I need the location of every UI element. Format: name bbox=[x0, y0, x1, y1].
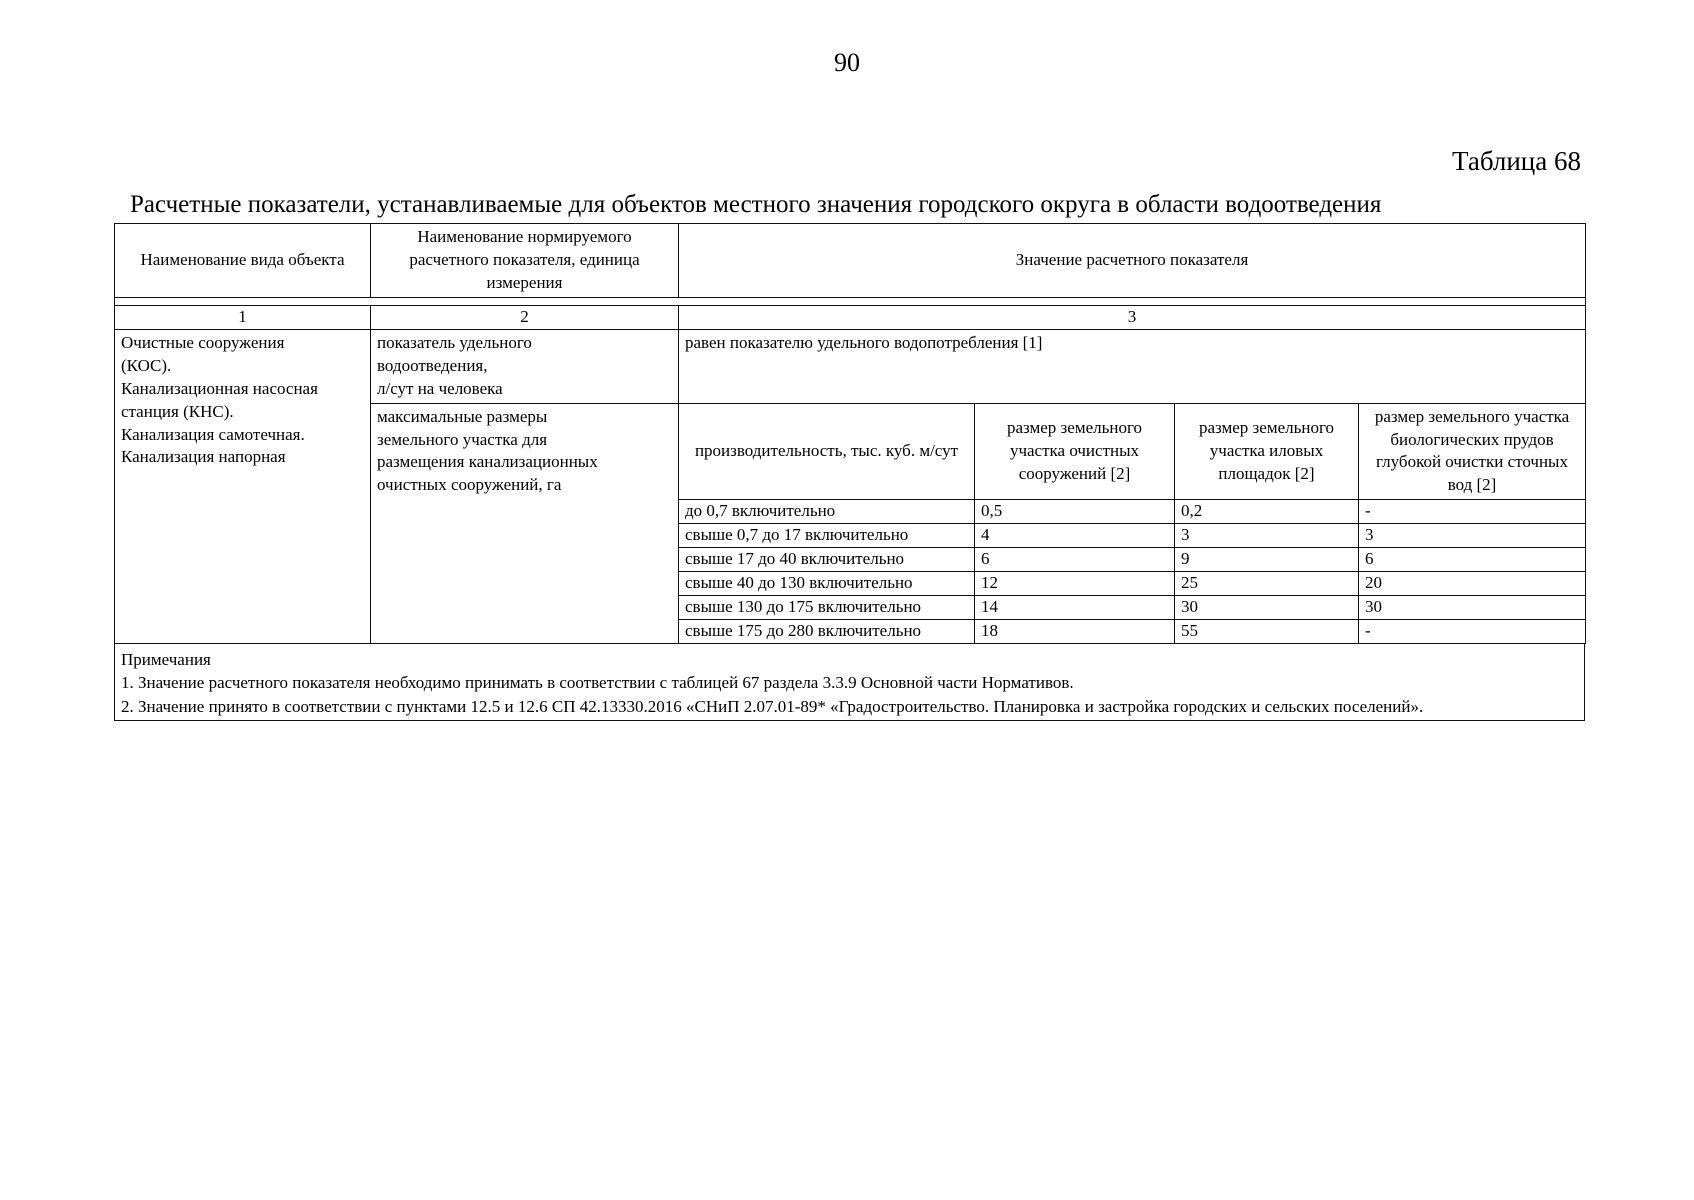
header-indicator-name: Наименование нормируемого расчетного показателя, единица измерения bbox=[371, 224, 679, 298]
subheader-bio-ponds-area: размер земельного участка биологических прудов глубокой очистки сточных вод [2] bbox=[1359, 403, 1586, 500]
header-indicator-value: Значение расчетного показателя bbox=[679, 224, 1586, 298]
indicator-1-name-line: показатель удельного bbox=[377, 332, 532, 352]
table-label: Таблица 68 bbox=[1452, 146, 1581, 176]
object-type-line: Канализация напорная bbox=[121, 447, 286, 467]
object-type-line: Очистные сооружения bbox=[121, 332, 285, 352]
notes-title: Примечания bbox=[121, 649, 211, 669]
ponds-area-cell: 30 bbox=[1359, 596, 1586, 620]
indicator-1-name-line: водоотведения, bbox=[377, 355, 488, 375]
indicator-2-name-line: очистных сооружений, га bbox=[377, 475, 562, 495]
capacity-cell: свыше 175 до 280 включительно bbox=[679, 620, 975, 644]
column-number: 2 bbox=[371, 305, 679, 329]
sludge-area-cell: 25 bbox=[1175, 572, 1359, 596]
capacity-cell: свыше 40 до 130 включительно bbox=[679, 572, 975, 596]
indicator-2-name-line: максимальные размеры bbox=[377, 406, 548, 426]
column-number: 3 bbox=[679, 305, 1586, 329]
treatment-area-cell: 18 bbox=[975, 620, 1175, 644]
indicator-1-value: равен показателю удельного водопотребления [1] bbox=[679, 329, 1586, 403]
indicator-2-name-line: размещения канализационных bbox=[377, 452, 598, 472]
header-object-type: Наименование вида объекта bbox=[115, 224, 371, 298]
column-number: 1 bbox=[115, 305, 371, 329]
ponds-area-cell: 6 bbox=[1359, 548, 1586, 572]
table-title: Расчетные показатели, устанавливаемые для объектов местного значения городского округа в области водоотведения bbox=[130, 191, 1382, 218]
sludge-area-cell: 9 bbox=[1175, 548, 1359, 572]
sludge-area-cell: 30 bbox=[1175, 596, 1359, 620]
object-type-line: (КОС). bbox=[121, 355, 172, 375]
ponds-area-cell: 20 bbox=[1359, 572, 1586, 596]
indicator-2-name-line: земельного участка для bbox=[377, 429, 548, 449]
capacity-cell: свыше 0,7 до 17 включительно bbox=[679, 524, 975, 548]
treatment-area-cell: 6 bbox=[975, 548, 1175, 572]
subheader-sludge-area: размер земельного участка иловых площадок [2] bbox=[1175, 403, 1359, 500]
object-type-line: станция (КНС). bbox=[121, 401, 234, 421]
ponds-area-cell: - bbox=[1359, 500, 1586, 524]
page-number: 90 bbox=[834, 48, 860, 77]
norms-table bbox=[114, 223, 1586, 644]
indicator-row-1 bbox=[115, 329, 1586, 403]
indicator-1-name bbox=[371, 329, 679, 403]
table-header-row bbox=[115, 224, 1586, 298]
object-type-line: Канализационная насосная bbox=[121, 378, 318, 398]
subheader-treatment-area: размер земельного участка очистных сооружений [2] bbox=[975, 403, 1175, 500]
object-type-cell bbox=[115, 329, 371, 643]
treatment-area-cell: 12 bbox=[975, 572, 1175, 596]
capacity-cell: свыше 17 до 40 включительно bbox=[679, 548, 975, 572]
ponds-area-cell: - bbox=[1359, 620, 1586, 644]
sludge-area-cell: 3 bbox=[1175, 524, 1359, 548]
norms-table-container bbox=[114, 223, 1585, 721]
treatment-area-cell: 0,5 bbox=[975, 500, 1175, 524]
header-separator bbox=[115, 297, 1586, 305]
object-type-line: Канализация самотечная. bbox=[121, 424, 305, 444]
indicator-2-name bbox=[371, 403, 679, 643]
indicator-1-name-line: л/сут на человека bbox=[377, 378, 503, 398]
treatment-area-cell: 14 bbox=[975, 596, 1175, 620]
notes-box bbox=[114, 644, 1585, 721]
note-item: 1. Значение расчетного показателя необходимо принимать в соответствии с таблицей 67 раздела 3.3.9 Основной части Нормативов. bbox=[121, 673, 1074, 693]
column-number-row bbox=[115, 305, 1586, 329]
capacity-cell: свыше 130 до 175 включительно bbox=[679, 596, 975, 620]
treatment-area-cell: 4 bbox=[975, 524, 1175, 548]
ponds-area-cell: 3 bbox=[1359, 524, 1586, 548]
subheader-capacity: производительность, тыс. куб. м/сут bbox=[679, 403, 975, 500]
capacity-cell: до 0,7 включительно bbox=[679, 500, 975, 524]
sludge-area-cell: 0,2 bbox=[1175, 500, 1359, 524]
sludge-area-cell: 55 bbox=[1175, 620, 1359, 644]
note-item: 2. Значение принято в соответствии с пунктами 12.5 и 12.6 СП 42.13330.2016 «СНиП 2.07.01-89* «Градостроительство. Планировка и застройка городских и сельских поселений». bbox=[121, 696, 1424, 716]
